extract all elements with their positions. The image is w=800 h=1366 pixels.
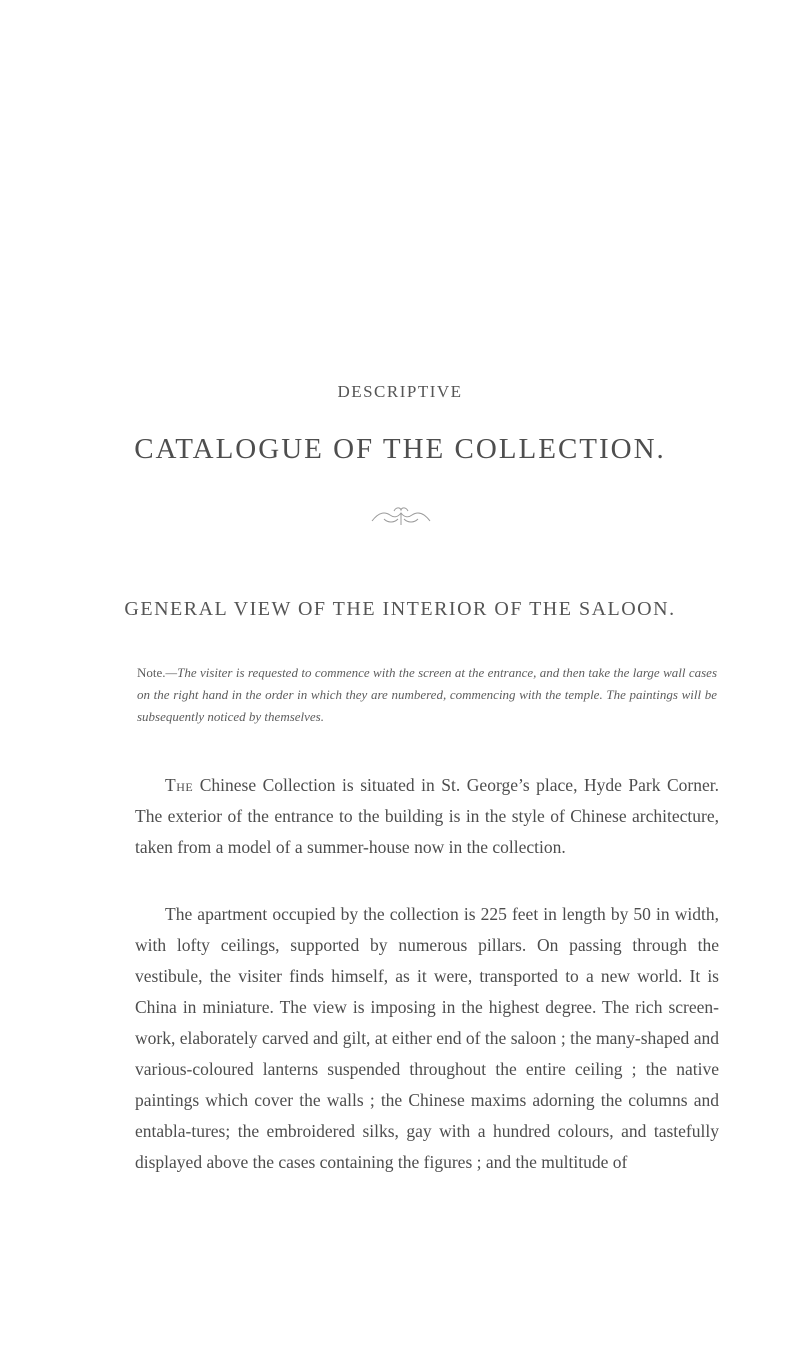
descriptive-heading: DESCRIPTIVE xyxy=(337,382,463,401)
note-text: —The visiter is requested to commence with the screen at the entrance, and then take the large wall cases on the right hand in the order in which they are numbered, commencing with the temple. The paintings will be subsequently noticed by themselves. xyxy=(137,665,717,724)
decorative-flourish-icon xyxy=(370,505,432,529)
paragraph-1-text: Chinese Collection is situated in St. George’s place, Hyde Park Corner. The exterior of the entrance to the building is in the style of Chinese architecture, taken from a model of a summer-house now in the collection. xyxy=(135,775,719,857)
section-heading: GENERAL VIEW OF THE INTERIOR OF THE SALOON. xyxy=(124,598,676,620)
paragraph-1 xyxy=(135,770,719,863)
note-label: Note. xyxy=(137,665,166,680)
paragraph-1-lead: The xyxy=(165,775,194,795)
paragraph-2: The apartment occupied by the collection is 225 feet in length by 50 in width, with lofty ceilings, supported by numerous pillars. On passing through the vestibule, the visiter finds himself, as it were, transported to a new world. It is China in miniature. The view is imposing in the highest degree. The rich screen-work, elaborately carved and gilt, at either end of the saloon ; the many-shaped and various-coloured lanterns suspended throughout the entire ceiling ; the native paintings which cover the walls ; the Chinese maxims adorning the columns and entabla-tures; the embroidered silks, gay with a hundred colours, and tastefully displayed above the cases containing the figures ; and the multitude of xyxy=(135,904,719,1172)
visitor-note xyxy=(137,662,717,728)
catalogue-title: CATALOGUE OF THE COLLECTION. xyxy=(134,433,666,465)
